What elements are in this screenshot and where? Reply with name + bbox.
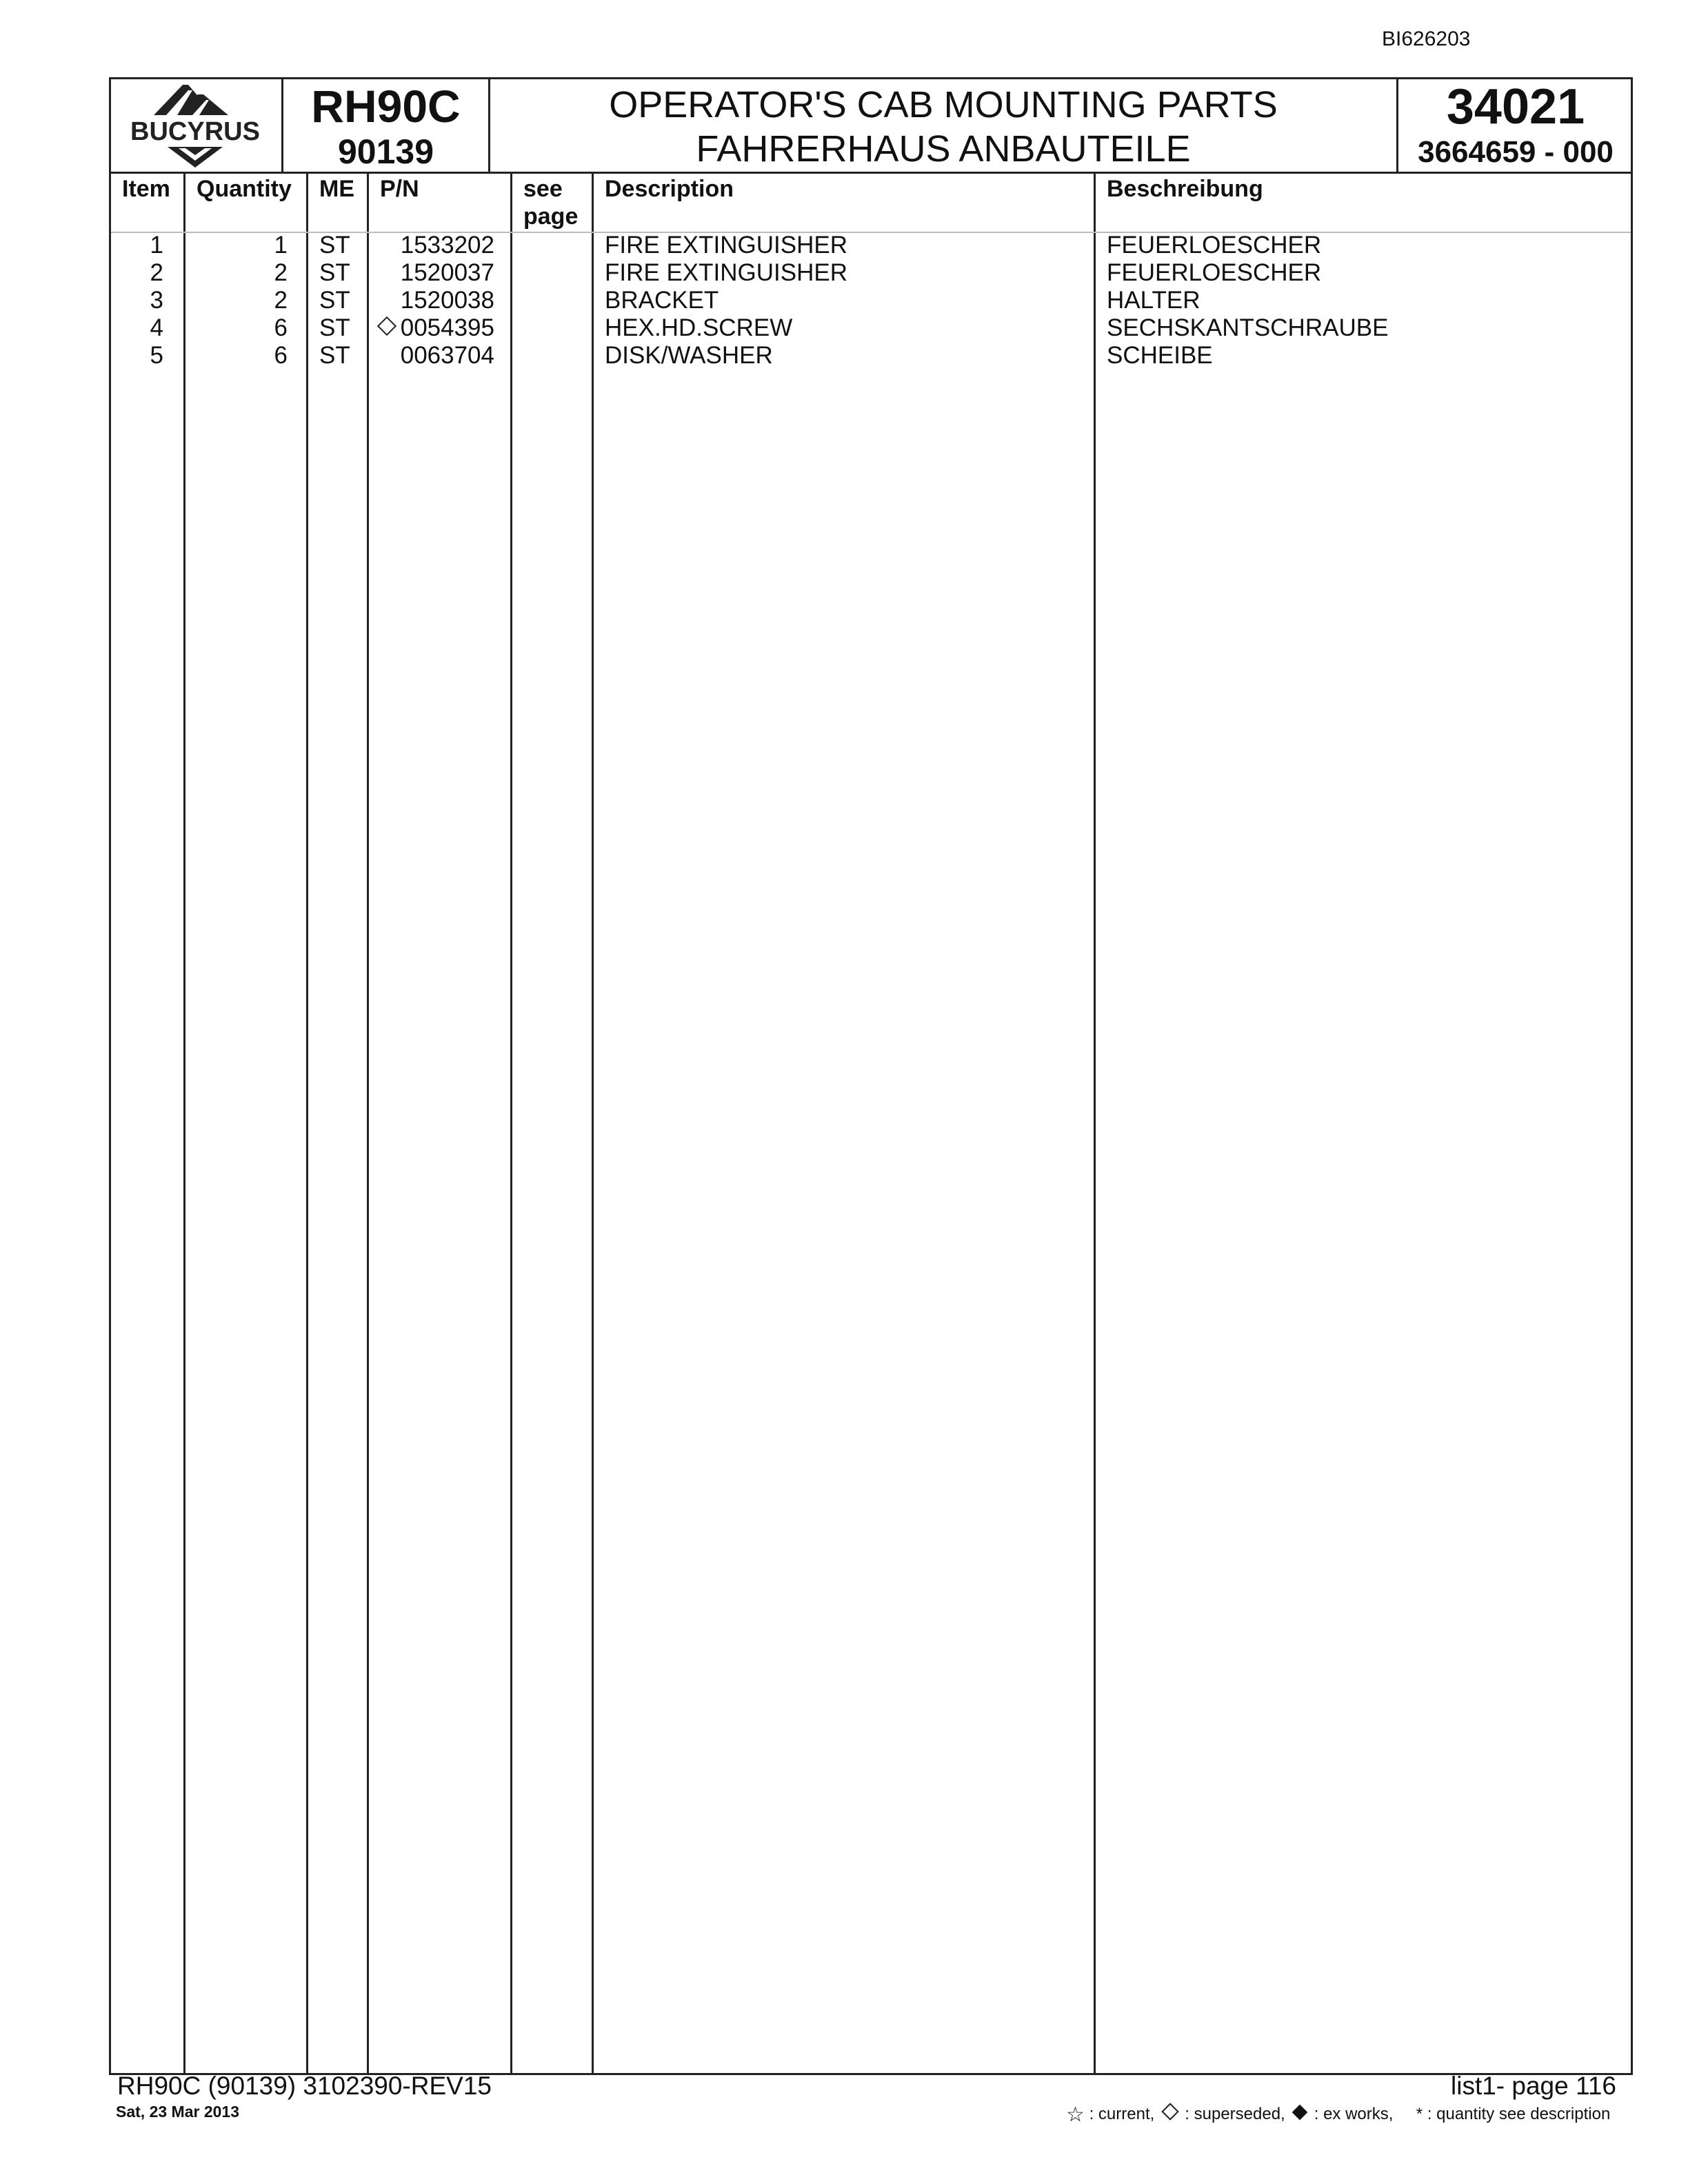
row-2-pn: 1520037 <box>400 259 494 286</box>
row-4-beschreibung: SECHSKANTSCHRAUBE <box>1107 314 1389 341</box>
logo-cell <box>111 79 283 172</box>
header-page: page <box>523 203 579 230</box>
header-beschreibung: Beschreibung <box>1107 176 1263 202</box>
row-4-quantity: 6 <box>274 314 288 341</box>
footer-reference: RH90C (90139) 3102390-REV15 <box>117 2072 492 2100</box>
column-pn <box>369 174 512 2073</box>
header-pn: P/N <box>380 176 419 202</box>
column-quantity <box>185 174 308 2073</box>
row-3-item: 3 <box>150 287 163 314</box>
row-3-pn: 1520038 <box>400 287 494 314</box>
ex-works-diamond-icon <box>1292 2105 1308 2121</box>
svg-text:BUCYRUS: BUCYRUS <box>130 117 260 146</box>
serial-number: 90139 <box>337 132 434 171</box>
group-number: 34021 <box>1446 79 1585 134</box>
legend-quantity: * : quantity see description <box>1416 2105 1611 2123</box>
header-me: ME <box>319 176 354 202</box>
column-description <box>594 174 1096 2073</box>
legend-ex-works: : ex works, <box>1314 2105 1394 2123</box>
row-5-quantity: 6 <box>274 342 288 369</box>
header-quantity: Quantity <box>197 176 292 202</box>
superseded-diamond-icon <box>1161 2103 1178 2120</box>
row-3-me: ST <box>319 287 350 314</box>
row-4-item: 4 <box>150 314 163 341</box>
header-box <box>109 77 1633 174</box>
legend-current: : current, <box>1089 2105 1155 2123</box>
row-1-description: FIRE EXTINGUISHER <box>605 232 847 259</box>
model-cell <box>283 79 490 172</box>
model-name: RH90C <box>311 81 461 132</box>
legend-superseded: : superseded, <box>1185 2105 1285 2123</box>
footer-legend <box>1066 2103 1610 2127</box>
column-me <box>308 174 369 2073</box>
row-4-description: HEX.HD.SCREW <box>605 314 793 341</box>
row-5-pn: 0063704 <box>400 342 494 369</box>
row-1-quantity: 1 <box>274 232 288 259</box>
row-3-quantity: 2 <box>274 287 288 314</box>
document-id: BI626203 <box>1382 28 1471 50</box>
footer-date: Sat, 23 Mar 2013 <box>116 2103 240 2121</box>
row-5-me: ST <box>319 342 350 369</box>
row-1-pn: 1533202 <box>400 232 494 259</box>
footer-page: list1- page 116 <box>1451 2072 1616 2100</box>
row-5-description: DISK/WASHER <box>605 342 773 369</box>
row-5-beschreibung: SCHEIBE <box>1107 342 1213 369</box>
row-1-beschreibung: FEUERLOESCHER <box>1107 232 1322 259</box>
row-2-me: ST <box>319 259 350 286</box>
bucyrus-logo <box>111 79 279 172</box>
title-english: OPERATOR'S CAB MOUNTING PARTS <box>609 84 1278 125</box>
row-4-pn: 0054395 <box>400 314 494 341</box>
row-4-pn-wrap <box>380 314 494 342</box>
row-2-quantity: 2 <box>274 259 288 286</box>
row-2-description: FIRE EXTINGUISHER <box>605 259 847 286</box>
row-1-item: 1 <box>150 232 163 259</box>
row-3-beschreibung: HALTER <box>1107 287 1200 314</box>
number-cell <box>1398 79 1633 172</box>
header-see: see <box>523 176 563 202</box>
column-item <box>111 174 185 2073</box>
column-see-page <box>512 174 594 2073</box>
row-4-me: ST <box>319 314 350 341</box>
header-description: Description <box>605 176 734 202</box>
row-5-item: 5 <box>150 342 163 369</box>
header-item: Item <box>122 176 170 202</box>
row-2-beschreibung: FEUERLOESCHER <box>1107 259 1322 286</box>
row-2-item: 2 <box>150 259 163 286</box>
row-3-description: BRACKET <box>605 287 719 314</box>
parts-table <box>109 174 1633 2075</box>
current-star-icon: ☆ <box>1066 2103 1085 2126</box>
title-german: FAHRERHAUS ANBAUTEILE <box>696 128 1191 170</box>
row-1-me: ST <box>319 232 350 259</box>
part-number: 3664659 - 000 <box>1418 135 1614 169</box>
superseded-diamond-icon <box>377 316 396 336</box>
title-cell <box>490 79 1398 172</box>
